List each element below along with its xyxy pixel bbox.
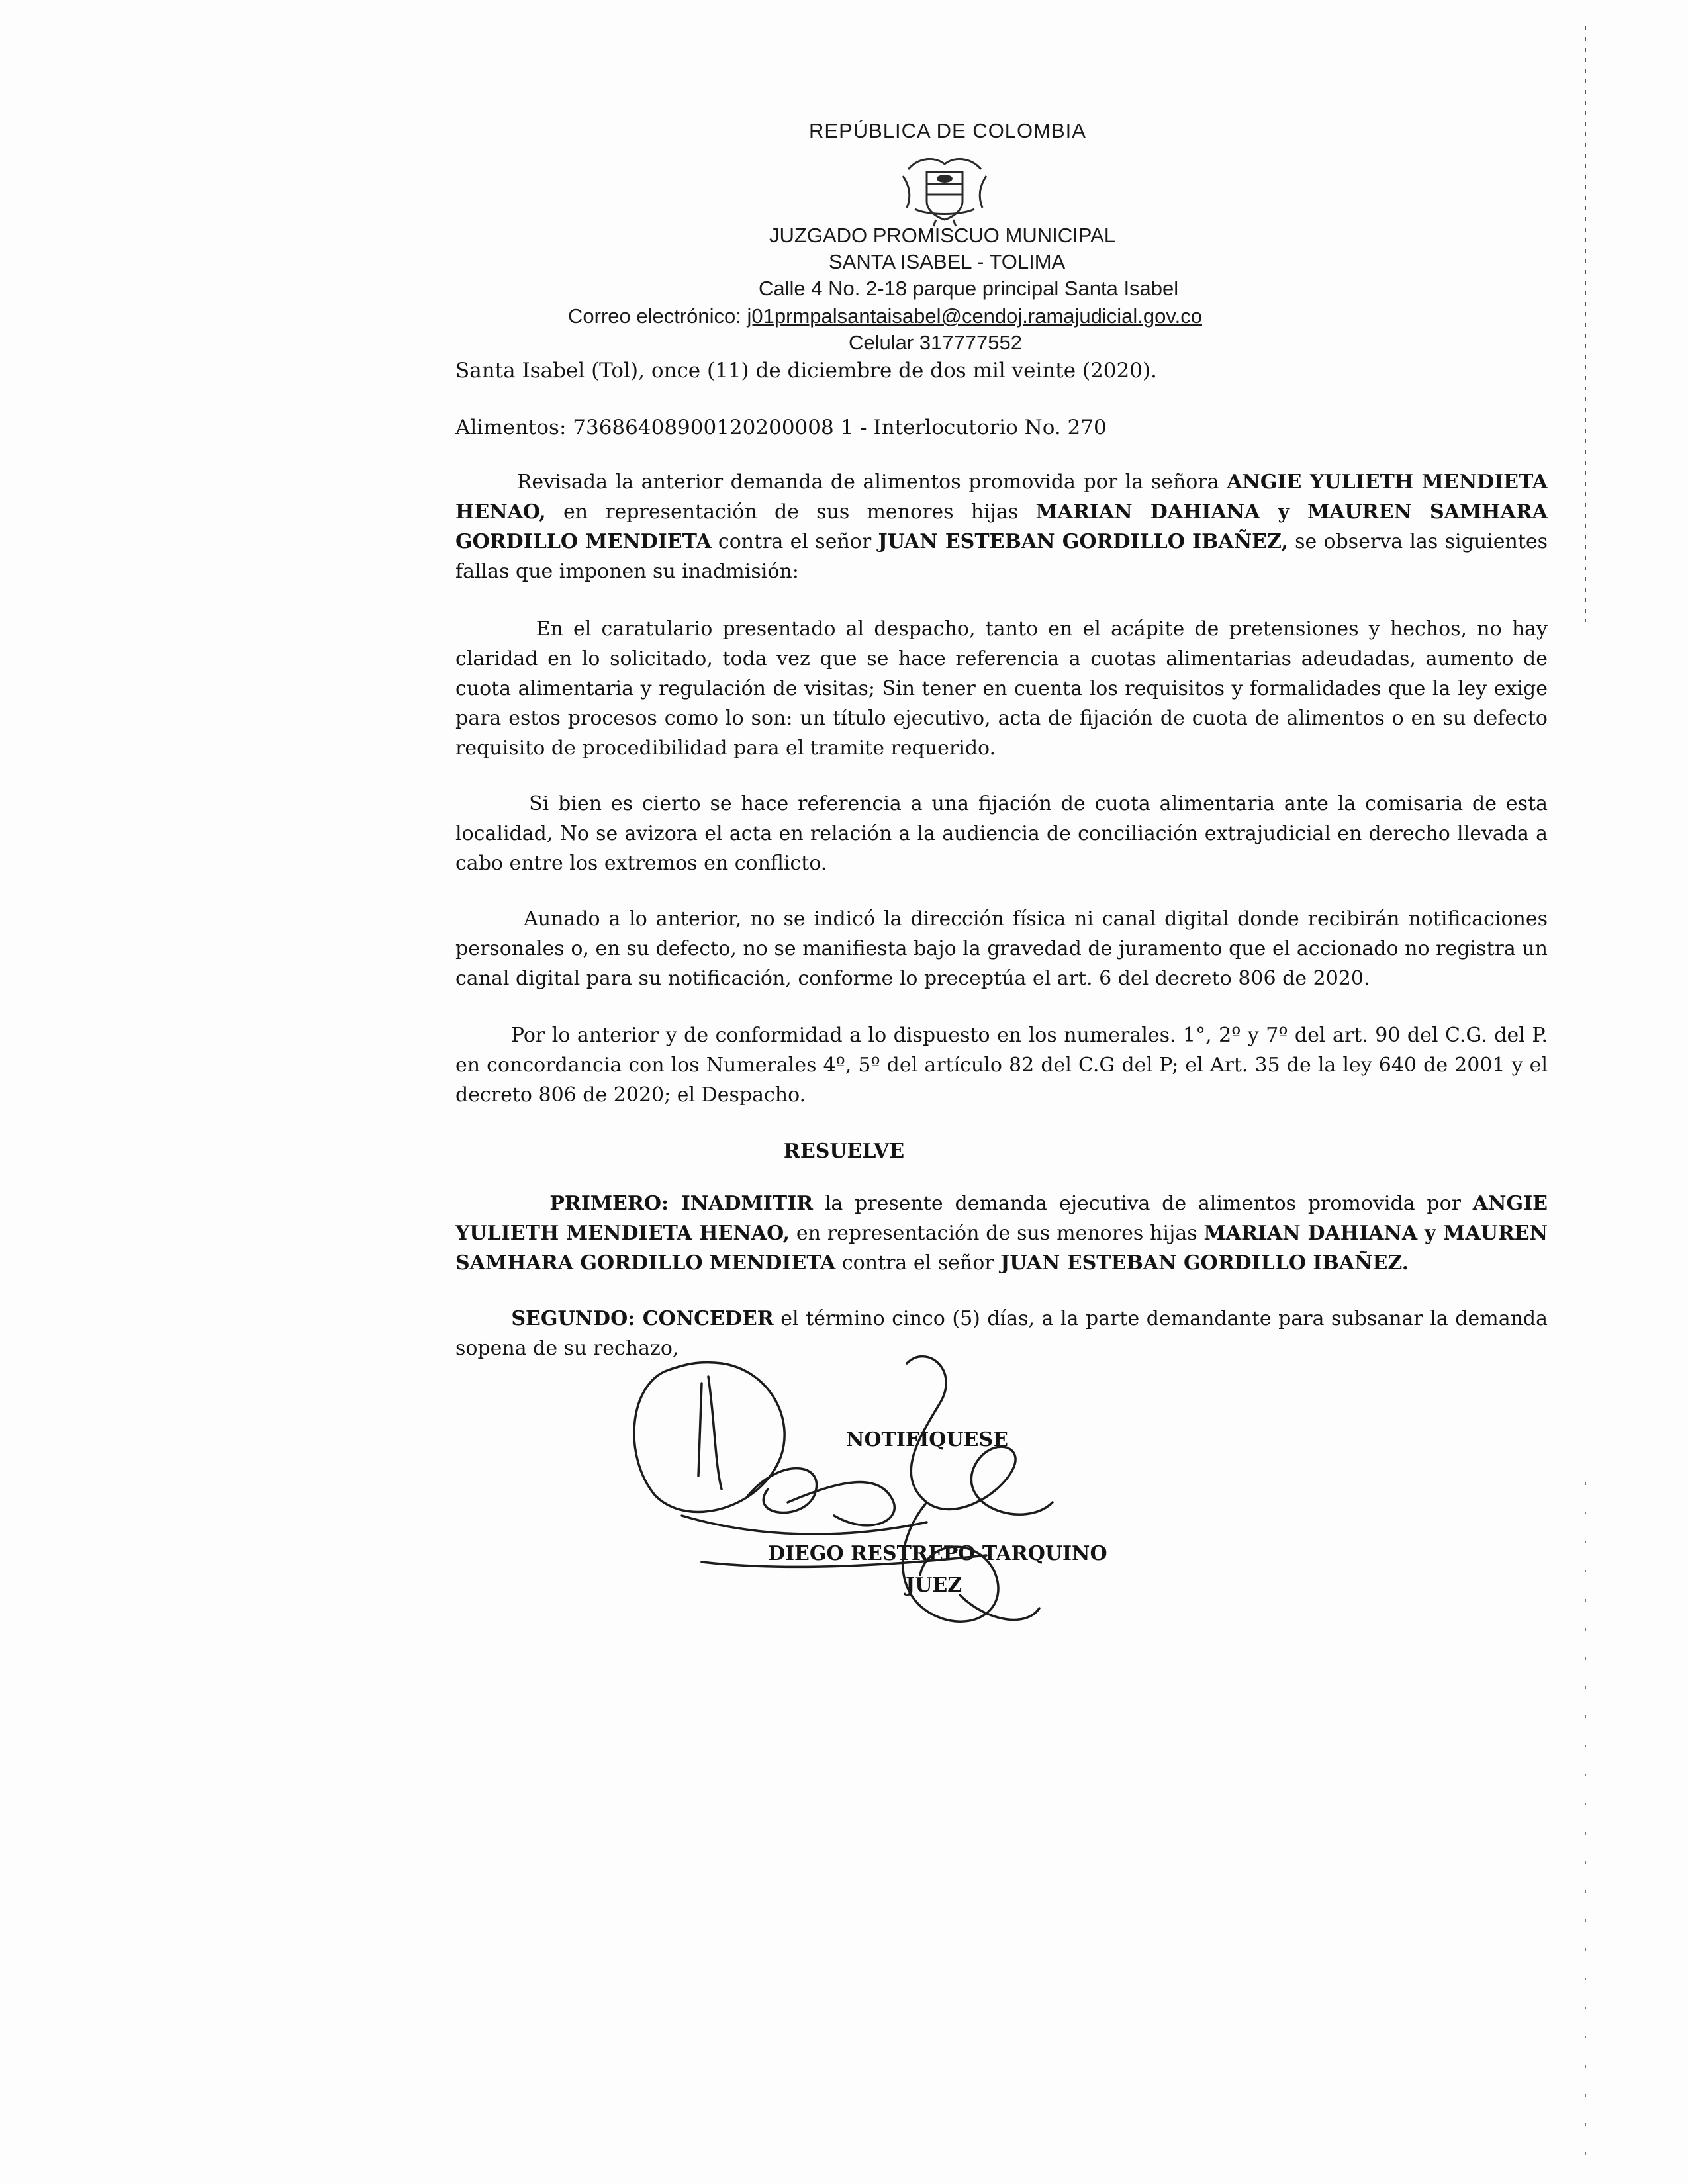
- primero-respondent: JUAN ESTEBAN GORDILLO IBAÑEZ.: [1000, 1251, 1409, 1275]
- court-email-line: [568, 304, 1202, 328]
- paragraph-2: [455, 614, 1548, 763]
- p1-text-e: contra el señor: [711, 530, 878, 553]
- judge-title: JUEZ: [906, 1574, 962, 1597]
- primero-text-b: la presente demanda ejecutiva de alimentos promovida por: [813, 1192, 1473, 1215]
- email-link[interactable]: j01prmpalsantaisabel@cendoj.ramajudicial.gov.co: [747, 304, 1202, 328]
- p1-text-c: en representación de sus menores hijas: [545, 500, 1036, 523]
- court-phone: Celular 317777552: [849, 331, 1022, 354]
- primero-paragraph: [455, 1189, 1548, 1278]
- p1-petitioner: ANGIE YULIETH MENDIETA HENAO,: [455, 471, 1548, 523]
- document-date: Santa Isabel (Tol), once (11) de diciembre de dos mil veinte (2020).: [455, 359, 1157, 383]
- court-city: SANTA ISABEL - TOLIMA: [829, 250, 1066, 273]
- paragraph-1: [455, 467, 1548, 586]
- email-label: Correo electrónico:: [568, 304, 747, 328]
- case-reference: Alimentos: 73686408900120200008 1 - Interlocutorio No. 270: [455, 416, 1107, 439]
- colombia-coat-of-arms-icon: [895, 150, 994, 228]
- p4-text: Aunado a lo anterior, no se indicó la dirección física ni canal digital donde recibirán notificaciones personales o, en su defecto, no se manifiesta bajo la gravedad de juramento que el accionado no registra un canal digital para su notificación, conforme lo preceptúa el art. 6 del decreto 806 de 2020.: [455, 907, 1548, 990]
- p2-text: En el caratulario presentado al despacho, tanto en el acápite de pretensiones y hechos, no hay claridad en lo solicitado, toda vez que se hace referencia a cuotas alimentarias adeudadas, aumento de cuota alimentaria y regulación de visitas; Sin tener en cuenta los requisitos y formalidades que la ley exige para estos procesos como lo son: un título ejecutivo, acta de fijación de cuota de alimentos o en su defecto requisito de procedibilidad para el tramite requerido.: [455, 617, 1548, 760]
- paragraph-5: [455, 1021, 1548, 1110]
- scan-edge-artifact: [1583, 26, 1587, 2171]
- primero-text-d: en representación de sus menores hijas: [789, 1222, 1204, 1245]
- country-name: REPÚBLICA DE COLOMBIA: [809, 119, 1086, 142]
- court-name: JUZGADO PROMISCUO MUNICIPAL: [769, 224, 1116, 247]
- judge-name: DIEGO RESTREPO TARQUINO: [768, 1542, 1107, 1565]
- court-address: Calle 4 No. 2-18 parque principal Santa Isabel: [759, 277, 1179, 300]
- notify-label: NOTIFÍQUESE: [846, 1428, 1008, 1451]
- resuelve-heading: RESUELVE: [783, 1140, 905, 1163]
- p1-text-a: Revisada la anterior demanda de alimentos promovida por la señora: [516, 471, 1227, 494]
- p1-respondent: JUAN ESTEBAN GORDILLO IBAÑEZ,: [878, 530, 1288, 553]
- primero-label: PRIMERO: INADMITIR: [549, 1192, 814, 1215]
- p1-text-g: se observa las siguientes fallas que imponen su inadmisión:: [455, 530, 1548, 583]
- primero-minors: MARIAN DAHIANA y MAUREN SAMHARA GORDILLO MENDIETA: [455, 1222, 1548, 1275]
- p5-text: Por lo anterior y de conformidad a lo dispuesto en los numerales. 1°, 2º y 7º del art. 90 del C.G. del P. en concordancia con los Numerales 4º, 5º del artículo 82 del C.G del P; el Art. 35 de la ley 640 de 2001 y el decreto 806 de 2020; el Despacho.: [455, 1024, 1548, 1107]
- segundo-text: el término cinco (5) días, a la parte demandante para subsanar la demanda sopena de su rechazo,: [455, 1307, 1548, 1360]
- handwritten-signature: [616, 1343, 1092, 1648]
- segundo-label: SEGUNDO: CONCEDER: [511, 1307, 774, 1330]
- primero-petitioner: ANGIE YULIETH MENDIETA HENAO,: [455, 1192, 1548, 1245]
- p3-text: Si bien es cierto se hace referencia a una fijación de cuota alimentaria ante la comisaria de esta localidad, No se avizora el acta en relación a la audiencia de conciliación extrajudicial en derecho llevada a cabo entre los extremos en conflicto.: [455, 792, 1548, 875]
- primero-text-f: contra el señor: [835, 1251, 1001, 1275]
- paragraph-3: [455, 789, 1548, 878]
- p1-minors: MARIAN DAHIANA y MAUREN SAMHARA GORDILLO MENDIETA: [455, 500, 1548, 553]
- paragraph-4: [455, 904, 1548, 993]
